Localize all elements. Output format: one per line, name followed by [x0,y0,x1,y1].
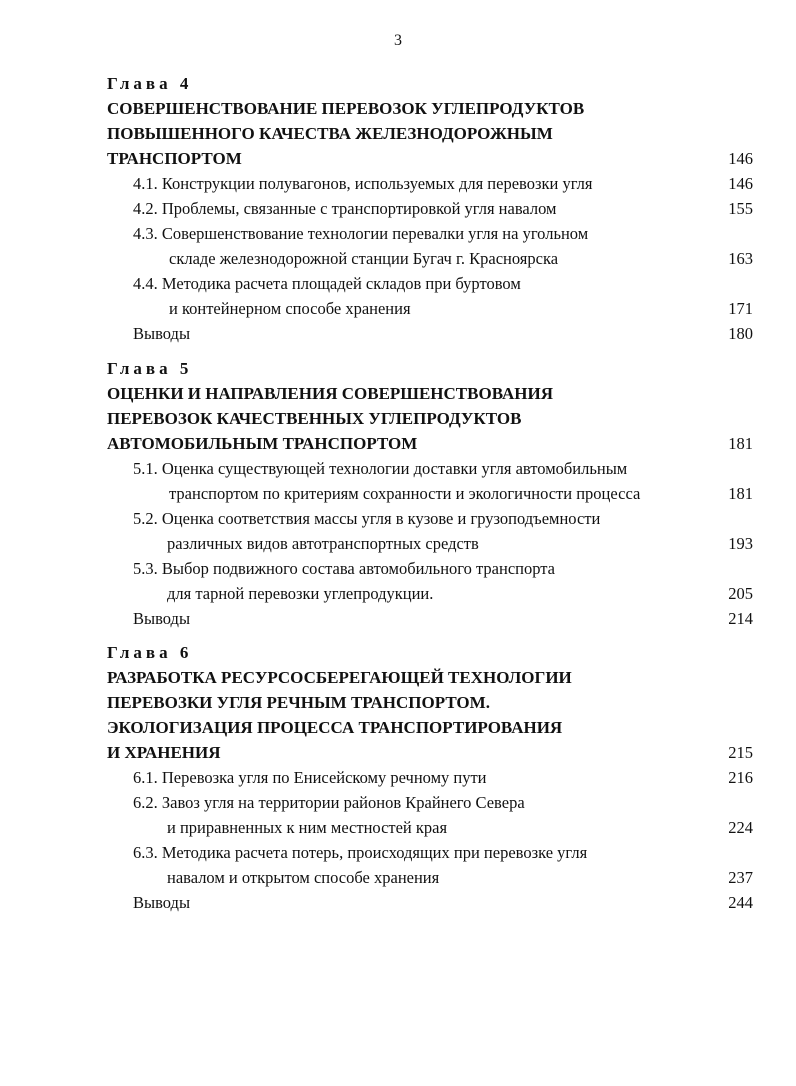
section-title: 4.3. Совершенствование технологии перевалки угля на угольном [133,224,589,243]
chapter-page-ref: 215 [728,743,753,762]
section-page-ref: 181 [728,484,753,503]
chapter-5 [107,356,753,631]
section-title-cont: навалом и открытом способе хранения [167,868,440,887]
conclusion-6 [107,890,753,915]
chapter-title-text: ТРАНСПОРТОМ [107,149,242,168]
chapter-page-ref: 181 [728,434,753,453]
section-5-1-cont [107,481,753,506]
conclusion-label: Выводы [133,324,191,343]
page-number: 3 [394,32,402,49]
section-title-cont: для тарной перевозки углепродукции. [167,584,434,603]
chapter-title-text: ОЦЕНКИ И НАПРАВЛЕНИЯ СОВЕРШЕНСТВОВАНИЯ [107,384,553,403]
section-page-ref: 193 [728,534,753,553]
chapter-title-text: РАЗРАБОТКА РЕСУРСОСБЕРЕГАЮЩЕЙ ТЕХНОЛОГИИ [107,668,572,687]
section-page-ref: 224 [728,818,753,837]
section-5-3 [107,556,753,581]
chapter-title-line [107,146,753,171]
section-5-2 [107,506,753,531]
chapter-title-line [107,665,753,690]
conclusion-page-ref: 180 [728,324,753,343]
section-5-2-cont [107,531,753,556]
conclusion-4 [107,321,753,346]
section-title: 4.4. Методика расчета площадей складов при буртовом [133,274,521,293]
section-4-3-cont [107,246,753,271]
chapter-title-text: ПОВЫШЕННОГО КАЧЕСТВА ЖЕЛЕЗНОДОРОЖНЫМ [107,124,553,143]
section-page-ref: 237 [728,868,753,887]
chapter-title-text: АВТОМОБИЛЬНЫМ ТРАНСПОРТОМ [107,434,418,453]
chapter-title-line [107,406,753,431]
chapter-title-line [107,740,753,765]
conclusion-5 [107,606,753,631]
section-title-cont: и контейнерном способе хранения [169,299,411,318]
section-page-ref: 155 [728,199,753,218]
chapter-title-line [107,715,753,740]
conclusion-label: Выводы [133,893,191,912]
chapter-title-line [107,121,753,146]
chapter-label: Глава 5 [107,359,193,378]
section-title: 4.2. Проблемы, связанные с транспортировкой угля навалом [133,199,557,218]
section-page-ref: 171 [728,299,753,318]
section-4-2 [107,196,753,221]
chapter-title-text: ПЕРЕВОЗОК КАЧЕСТВЕННЫХ УГЛЕПРОДУКТОВ [107,409,522,428]
section-5-1 [107,456,753,481]
section-4-3 [107,221,753,246]
section-6-1 [107,765,753,790]
section-4-4-cont [107,296,753,321]
conclusion-page-ref: 214 [728,609,753,628]
section-4-4 [107,271,753,296]
section-title: 5.2. Оценка соответствия массы угля в кузове и грузоподъемности [133,509,601,528]
section-title-cont: складе железнодорожной станции Бугач г. Красноярска [169,249,559,268]
chapter-title-line [107,96,753,121]
section-title-cont: транспортом по критериям сохранности и экологичности процесса [169,484,641,503]
chapter-page-ref: 146 [728,149,753,168]
section-title-cont: и приравненных к ним местностей края [167,818,448,837]
section-6-3-cont [107,865,753,890]
section-page-ref: 205 [728,584,753,603]
section-title: 5.1. Оценка существующей технологии доставки угля автомобильным [133,459,628,478]
chapter-title-line [107,381,753,406]
chapter-title-text: ЭКОЛОГИЗАЦИЯ ПРОЦЕССА ТРАНСПОРТИРОВАНИЯ [107,718,563,737]
chapter-label: Глава 4 [107,74,193,93]
chapter-title-line [107,431,753,456]
chapter-title-text: ПЕРЕВОЗКИ УГЛЯ РЕЧНЫМ ТРАНСПОРТОМ. [107,693,490,712]
chapter-6 [107,640,753,915]
table-of-contents [107,71,753,915]
section-6-2-cont [107,815,753,840]
section-5-3-cont [107,581,753,606]
section-6-3 [107,840,753,865]
section-title: 6.1. Перевозка угля по Енисейскому речному пути [133,768,487,787]
chapter-4 [107,71,753,346]
section-4-1 [107,171,753,196]
section-page-ref: 146 [728,174,753,193]
section-page-ref: 216 [728,768,753,787]
chapter-title-text: СОВЕРШЕНСТВОВАНИЕ ПЕРЕВОЗОК УГЛЕПРОДУКТОВ [107,99,585,118]
conclusion-label: Выводы [133,609,191,628]
section-title: 4.1. Конструкции полувагонов, используемых для перевозки угля [133,174,593,193]
section-page-ref: 163 [728,249,753,268]
section-title: 5.3. Выбор подвижного состава автомобильного транспорта [133,559,555,578]
conclusion-page-ref: 244 [728,893,753,912]
section-title: 6.2. Завоз угля на территории районов Крайнего Севера [133,793,525,812]
chapter-label: Глава 6 [107,643,193,662]
chapter-title-text: И ХРАНЕНИЯ [107,743,221,762]
section-6-2 [107,790,753,815]
chapter-title-line [107,690,753,715]
section-title: 6.3. Методика расчета потерь, происходящих при перевозке угля [133,843,588,862]
section-title-cont: различных видов автотранспортных средств [167,534,479,553]
